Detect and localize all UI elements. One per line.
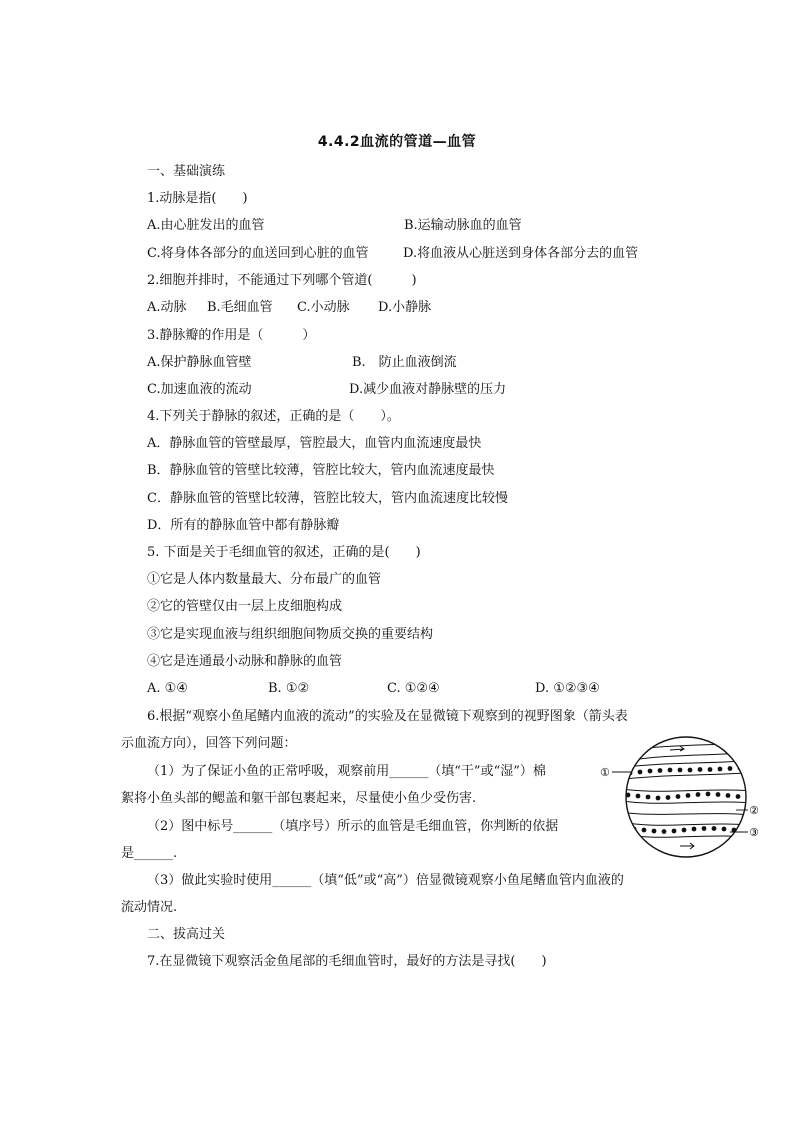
q3-option-d: D.减少血液对静脉壁的压力	[349, 382, 507, 397]
q6-part2-line1: （2）图中标号______（填序号）所示的血管是毛细血管，你判断的依据	[147, 819, 559, 834]
q5-statement-1: ①它是人体内数量最大、分布最广的血管	[147, 572, 382, 587]
q1-option-b: B.运输动脉血的血管	[404, 218, 522, 233]
q5-statement-2: ②它的管壁仅由一层上皮细胞构成	[147, 599, 343, 614]
label-2: ②	[749, 804, 759, 817]
q6-part3-line1: （3）做此实验时使用______（填“低”或“高”）倍显微镜观察小鱼尾鳍血管内血液的	[147, 873, 624, 888]
q5-stem: 5. 下面是关于毛细血管的叙述，正确的是( )	[147, 545, 421, 560]
q2-option-a: A.动脉	[147, 300, 187, 315]
q1-option-c: C.将身体各部分的血送回到心脏的血管	[147, 246, 369, 261]
q1-stem: 1.动脉是指( )	[147, 191, 248, 206]
q2-option-b: B.毛细血管	[207, 300, 273, 315]
q4-option-c: C．静脉血管的管壁比较薄，管腔比较大，管内血流速度比较慢	[147, 491, 508, 506]
q3-option-c: C.加速血液的流动	[147, 382, 252, 397]
q2-option-d: D.小静脉	[378, 300, 432, 315]
q2-option-c: C.小动脉	[297, 300, 350, 315]
q5-statement-3: ③它是实现血液与组织细胞间物质交换的重要结构	[147, 627, 434, 642]
q6-part1-line2: 絮将小鱼头部的鳃盖和躯干部包裹起来，尽量使小鱼少受伤害.	[121, 791, 477, 806]
page-title: 4.4.2血流的管道—血管	[317, 134, 477, 150]
label-1: ①	[600, 766, 610, 779]
q4-stem: 4.下列关于静脉的叙述，正确的是（ ）。	[147, 409, 400, 424]
q6-part3-line2: 流动情况.	[121, 900, 178, 915]
q5-option-a: A. ①④	[147, 681, 188, 696]
q5-option-c: C. ①②④	[387, 681, 440, 696]
q2-stem: 2.细胞并排时，不能通过下列哪个管道( )	[147, 273, 417, 288]
q3-option-b: B. 防止血液倒流	[352, 355, 457, 370]
q5-option-d: D. ①②③④	[535, 681, 600, 696]
q4-option-b: B．静脉血管的管壁比较薄，管腔比较大，管内血流速度最快	[147, 463, 495, 478]
q3-option-a: A.保护静脉血管壁	[147, 355, 252, 370]
section-basic-heading: 一、基础演练	[147, 164, 226, 179]
microscope-view-drawing	[600, 734, 770, 860]
section-advanced-heading: 二、拔高过关	[147, 927, 226, 942]
q6-stem-line1: 6.根据“观察小鱼尾鳍内血液的流动”的实验及在显微镜下观察到的视野图象（箭头表	[147, 709, 628, 724]
q1-option-a: A.由心脏发出的血管	[147, 218, 265, 233]
q4-option-d: D．所有的静脉血管中都有静脉瓣	[147, 518, 340, 533]
q6-part1-line1: （1）为了保证小鱼的正常呼吸，观察前用______（填“干”或“湿”）棉	[147, 764, 546, 779]
q1-option-d: D.将血液从心脏送到身体各部分去的血管	[403, 246, 639, 261]
q5-statement-4: ④它是连通最小动脉和静脉的血管	[147, 654, 343, 669]
microscope-view-figure	[600, 734, 770, 860]
q6-part2-line2: 是______.	[121, 846, 178, 861]
q6-stem-line2: 示血流方向），回答下列问题：	[121, 736, 297, 751]
q5-option-b: B. ①②	[268, 681, 310, 696]
label-3: ③	[749, 826, 759, 839]
q4-option-a: A．静脉血管的管壁最厚，管腔最大，血管内血流速度最快	[147, 436, 482, 451]
q3-stem: 3.静脉瓣的作用是（ ）	[147, 328, 316, 343]
q7-stem: 7.在显微镜下观察活金鱼尾部的毛细血管时，最好的方法是寻找( )	[147, 954, 547, 969]
